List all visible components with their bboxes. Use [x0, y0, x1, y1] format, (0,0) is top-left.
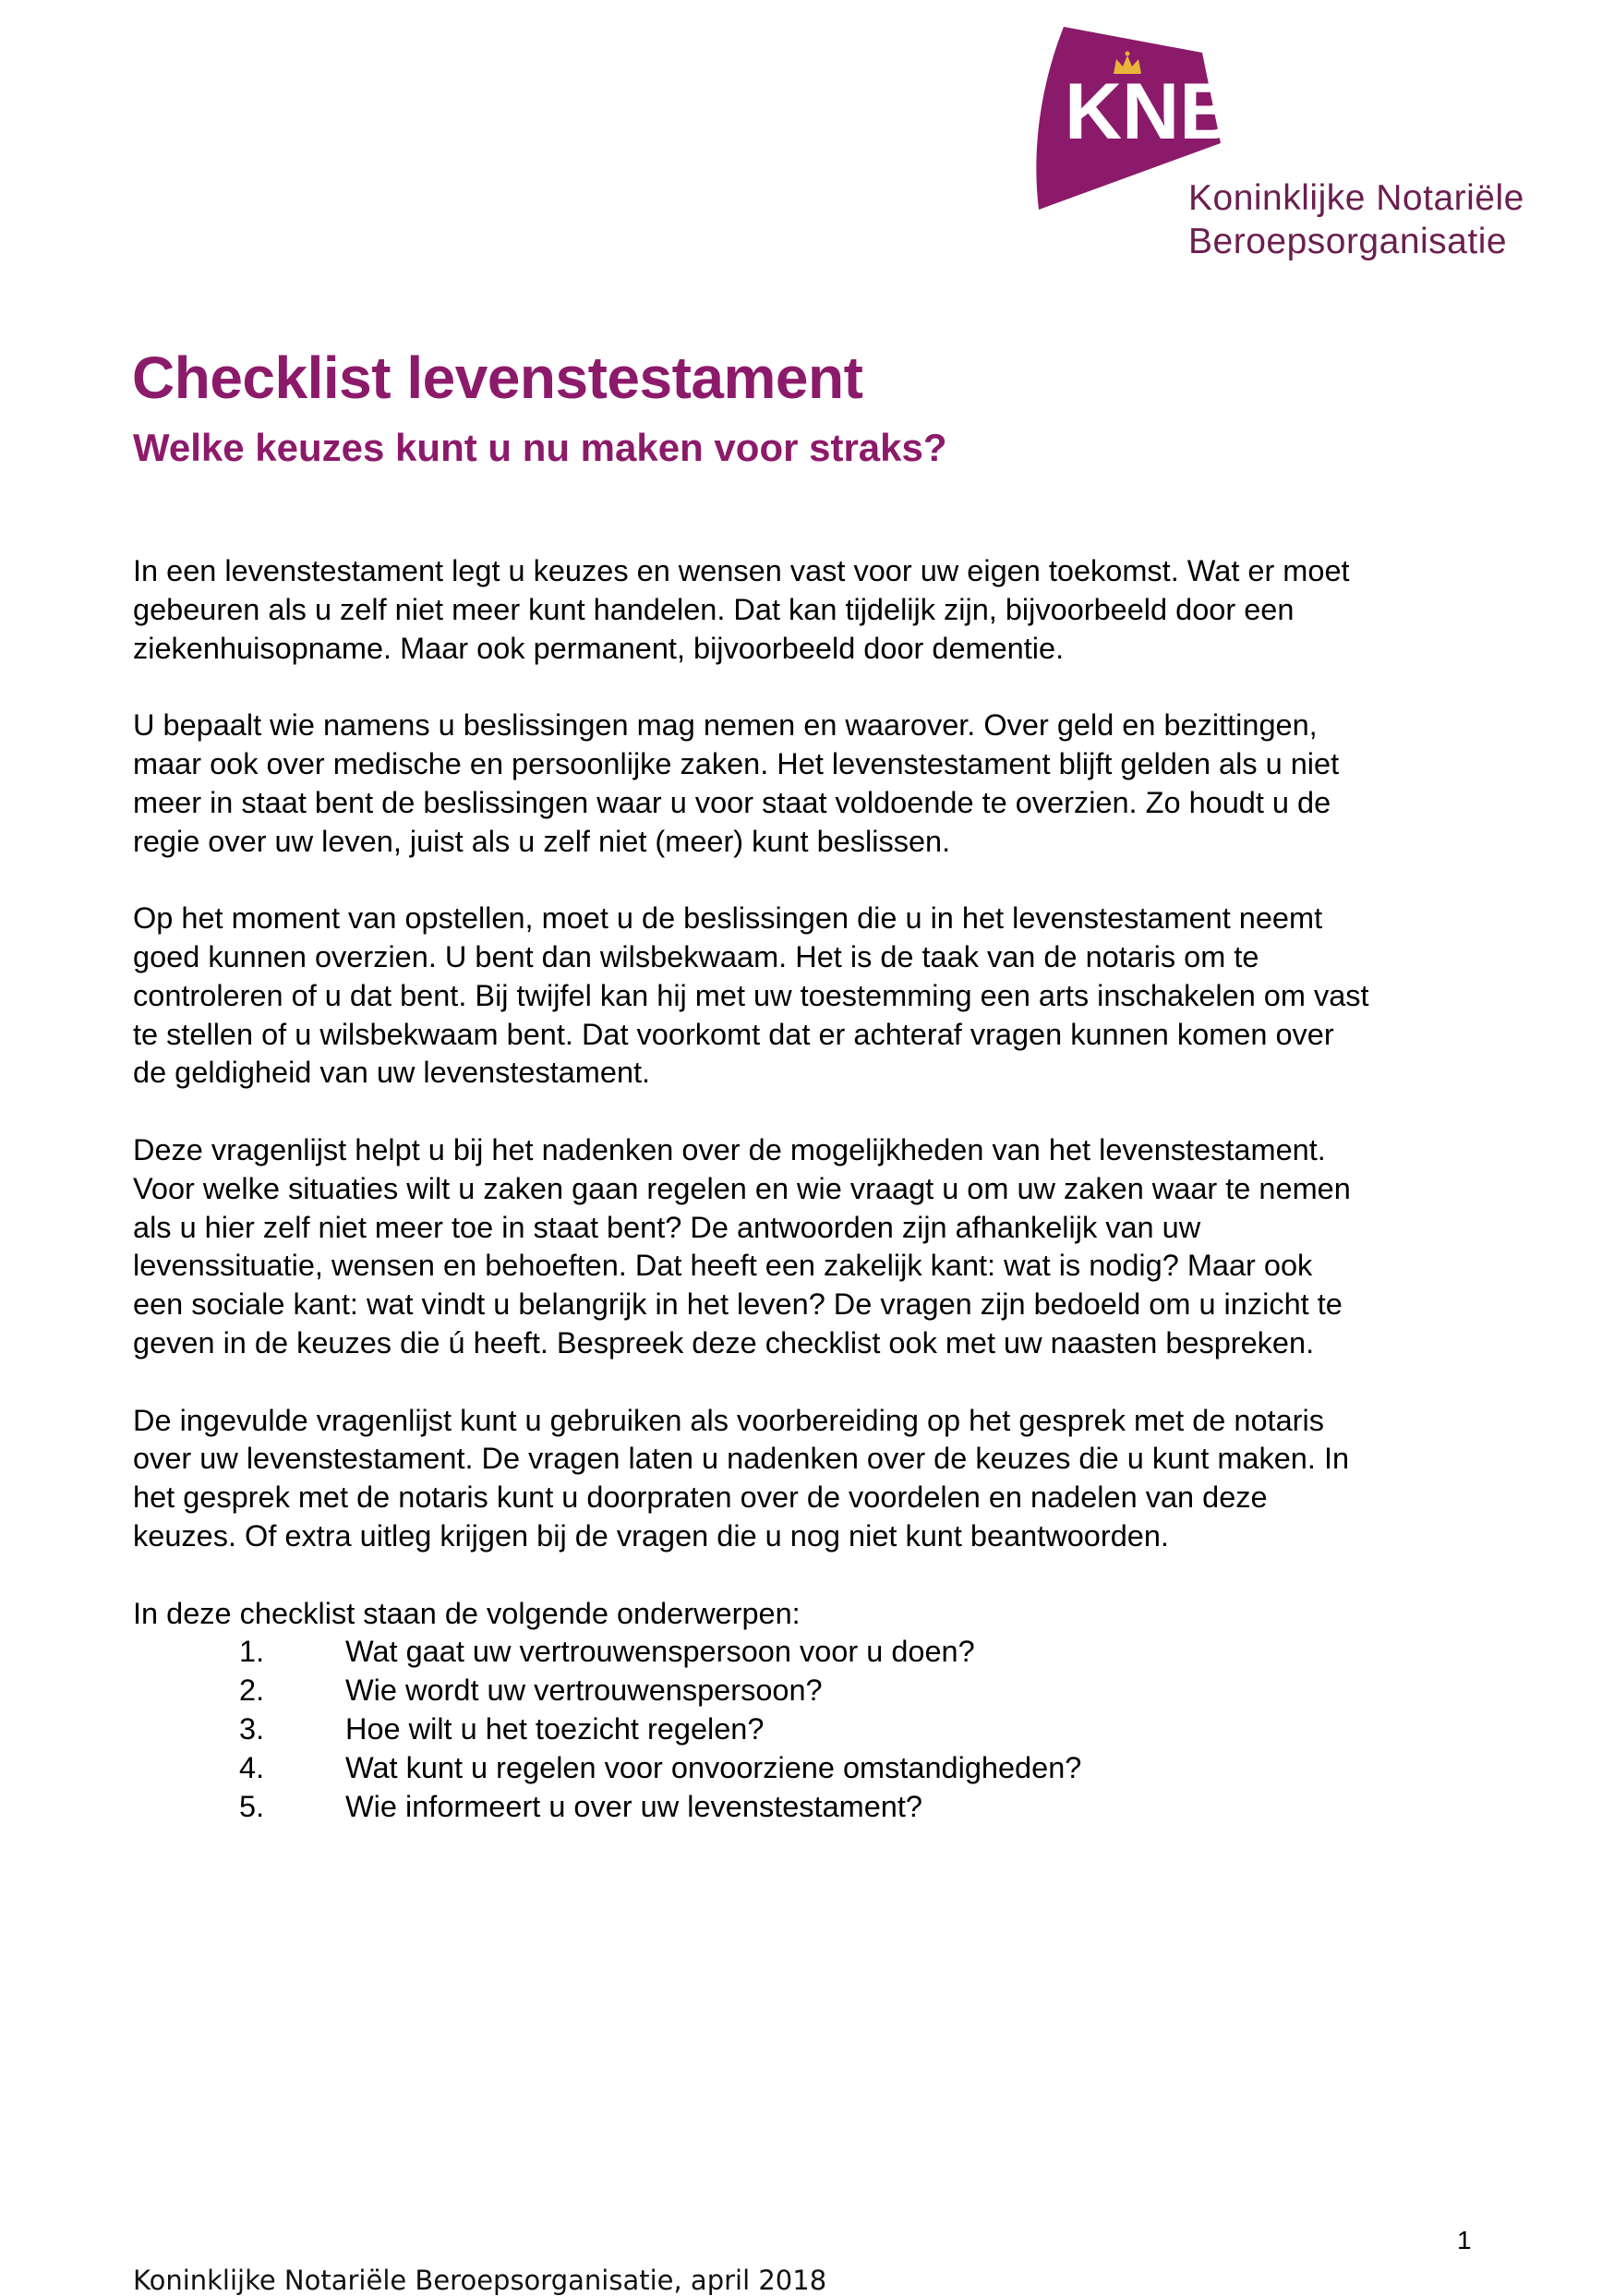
topic-number: 2. — [239, 1674, 265, 1708]
text-line: ziekenhuisopname. Maar ook permanent, bijvoorbeeld door dementie. — [133, 631, 1065, 665]
paragraph-gap — [133, 1093, 1500, 1131]
logo-org-line1: Koninklijke Notariële — [1188, 178, 1524, 218]
text-line: Deze vragenlijst helpt u bij het nadenken over de mogelijkheden van het levenstestament. — [133, 1132, 1326, 1166]
text-line: het gesprek met de notaris kunt u doorpraten over de voordelen en nadelen van deze — [133, 1480, 1268, 1515]
topic-list-item — [133, 1749, 1500, 1788]
text-line: als u hier zelf niet meer toe in staat bent? De antwoorden zijn afhankelijk van uw — [133, 1210, 1201, 1244]
text-line: regie over uw leven, juist als u zelf niet (meer) kunt beslissen. — [133, 824, 951, 858]
text-line: gebeuren als u zelf niet meer kunt handelen. Dat kan tijdelijk zijn, bijvoorbeeld door een — [133, 592, 1295, 626]
page-subtitle: Welke keuzes kunt u nu maken voor straks? — [133, 426, 947, 469]
paragraph — [133, 1402, 1500, 1556]
topic-text: Wat kunt u regelen voor onvoorziene omstandigheden? — [345, 1750, 1082, 1784]
page-title: Checklist levenstestament — [132, 344, 863, 411]
logo-brand-text: KNB — [1065, 67, 1237, 156]
topic-number: 1. — [239, 1635, 265, 1669]
text-line: maar ook over medische en persoonlijke zaken. Het levenstestament blijft gelden als u niet — [133, 746, 1340, 780]
text-line: geven in de keuzes die ú heeft. Bespreek deze checklist ook met uw naasten bespreken. — [133, 1325, 1315, 1359]
paragraph-gap — [133, 1363, 1500, 1402]
text-line: te stellen of u wilsbekwaam bent. Dat voorkomt dat er achteraf vragen kunnen komen over — [133, 1017, 1334, 1051]
topic-text: Wat gaat uw vertrouwenspersoon voor u doen? — [345, 1635, 975, 1669]
text-line: de geldigheid van uw levenstestament. — [133, 1056, 651, 1090]
text-line: De ingevulde vragenlijst kunt u gebruiken als voorbereiding op het gesprek met de notaris — [133, 1403, 1324, 1437]
text-line: over uw levenstestament. De vragen laten u nadenken over de keuzes die u kunt maken. In — [133, 1442, 1350, 1476]
topics-intro: In deze checklist staan de volgende onderwerpen: — [133, 1596, 801, 1630]
paragraph — [133, 900, 1500, 1093]
topic-list-item — [133, 1672, 1500, 1710]
topic-list-item — [133, 1633, 1500, 1672]
text-line: Voor welke situaties wilt u zaken gaan regelen en wie vraagt u om uw zaken waar te nemen — [133, 1171, 1351, 1205]
footer: Koninklijke Notariële Beroepsorganisatie, april 2018 — [133, 2265, 827, 2296]
page-number: 1 — [1457, 2226, 1472, 2254]
text-line: U bepaalt wie namens u beslissingen mag nemen en waarover. Over geld en bezittingen, — [133, 708, 1318, 743]
document-body — [133, 552, 1500, 1826]
text-line: In een levenstestament legt u keuzes en wensen vast voor uw eigen toekomst. Wat er moet — [133, 554, 1350, 587]
topic-text: Wie informeert u over uw levenstestament? — [345, 1789, 922, 1823]
topic-number: 5. — [239, 1789, 265, 1823]
topic-number: 3. — [239, 1711, 265, 1746]
topic-list-item — [133, 1788, 1500, 1827]
paragraph — [133, 1131, 1500, 1363]
text-line: controleren of u dat bent. Bij twijfel kan hij met uw toestemming een arts inschakelen om vast — [133, 978, 1369, 1012]
text-line: meer in staat bent de beslissingen waar u voor staat voldoende te overzien. Zo houdt u de — [133, 785, 1331, 819]
text-line: Op het moment van opstellen, moet u de beslissingen die u in het levenstestament neemt — [133, 901, 1323, 936]
text-line: keuzes. Of extra uitleg krijgen bij de vragen die u nog niet kunt beantwoorden. — [133, 1518, 1169, 1553]
paragraph-gap — [133, 668, 1500, 707]
text-line: goed kunnen overzien. U bent dan wilsbekwaam. Het is de taak van de notaris om te — [133, 939, 1259, 973]
topic-text: Wie wordt uw vertrouwenspersoon? — [345, 1674, 823, 1708]
paragraph — [133, 707, 1500, 861]
logo-org-line2: Beroepsorganisatie — [1188, 222, 1508, 261]
paragraph-gap — [133, 861, 1500, 900]
paragraph — [133, 552, 1500, 668]
paragraph-gap — [133, 1556, 1500, 1595]
text-line: levenssituatie, wensen en behoeften. Dat heeft een zakelijk kant: wat is nodig? Maar ook — [133, 1249, 1313, 1283]
topic-text: Hoe wilt u het toezicht regelen? — [345, 1711, 765, 1746]
text-line: een sociale kant: wat vindt u belangrijk in het leven? De vragen zijn bedoeld om u inzicht te — [133, 1287, 1343, 1322]
topic-list-item — [133, 1710, 1500, 1749]
topic-number: 4. — [239, 1750, 265, 1784]
